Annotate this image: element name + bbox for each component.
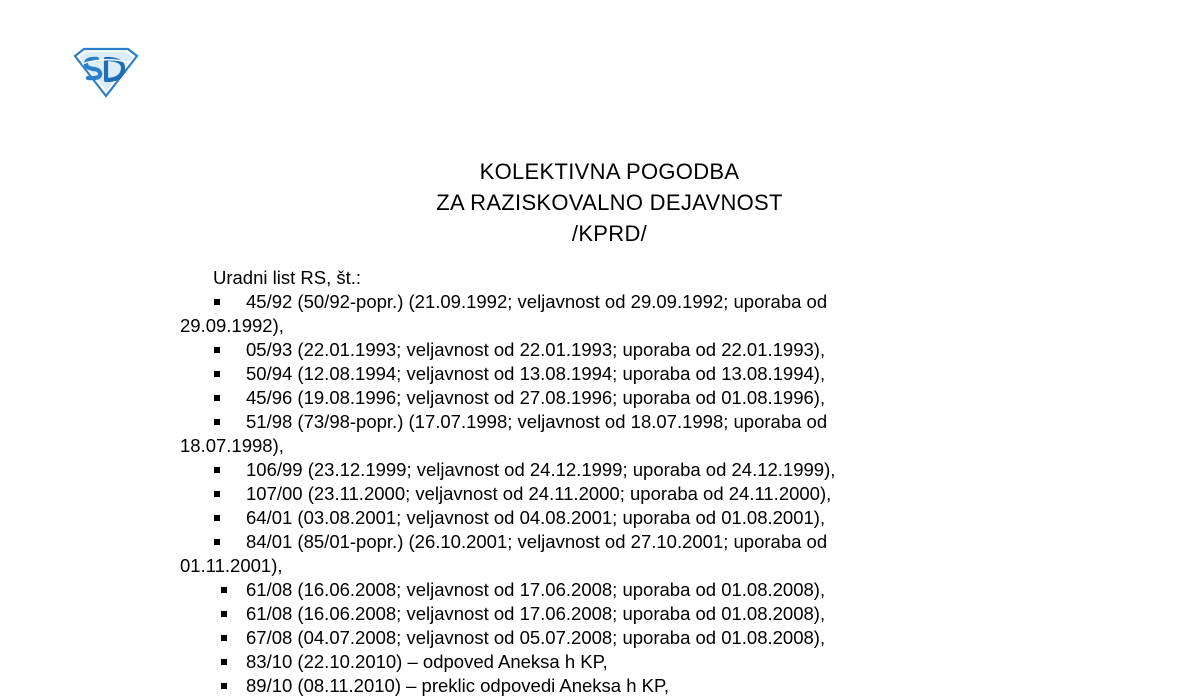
- entry-text: 84/01 (85/01-popr.) (26.10.2001; veljavnost od 27.10.2001; uporaba od: [246, 531, 828, 552]
- entry-text: 64/01 (03.08.2001; veljavnost od 04.08.2001; uporaba od 01.08.2001),: [246, 507, 826, 528]
- entry-text: 89/10 (08.11.2010) – preklic odpovedi Aneksa h KP,: [246, 675, 670, 696]
- entry-continuation: 18.07.1998),: [180, 435, 284, 456]
- list-item: [180, 290, 910, 338]
- square-bullet-icon: [214, 371, 220, 377]
- gazette-entry-list: [180, 290, 910, 698]
- entry-text: 61/08 (16.06.2008; veljavnost od 17.06.2008; uporaba od 01.08.2008),: [246, 579, 826, 600]
- document-title: [0, 156, 1190, 249]
- list-item: [180, 650, 910, 674]
- entry-text: 61/08 (16.06.2008; veljavnost od 17.06.2008; uporaba od 01.08.2008),: [246, 603, 826, 624]
- entry-text: 45/92 (50/92-popr.) (21.09.1992; veljavnost od 29.09.1992; uporaba od: [246, 291, 828, 312]
- entry-text: 50/94 (12.08.1994; veljavnost od 13.08.1994; uporaba od 13.08.1994),: [246, 363, 826, 384]
- entry-text: 67/08 (04.07.2008; veljavnost od 05.07.2008; uporaba od 01.08.2008),: [246, 627, 826, 648]
- list-item: [180, 530, 910, 578]
- entry-continuation: 29.09.1992),: [180, 315, 284, 336]
- list-item: [180, 386, 910, 410]
- list-item: [180, 362, 910, 386]
- list-item: [180, 482, 910, 506]
- square-bullet-icon: [214, 515, 220, 521]
- entry-continuation: 01.11.2001),: [180, 555, 283, 576]
- title-line-2: ZA RAZISKOVALNO DEJAVNOST: [436, 190, 783, 215]
- square-bullet-icon: [214, 299, 220, 305]
- list-item: [180, 602, 910, 626]
- square-bullet-icon: [221, 683, 227, 689]
- list-item: [180, 410, 910, 458]
- sd-logo-icon: [72, 46, 140, 98]
- entry-text: 45/96 (19.08.1996; veljavnost od 27.08.1996; uporaba od 01.08.1996),: [246, 387, 826, 408]
- list-item: [180, 674, 910, 698]
- entry-text: 83/10 (22.10.2010) – odpoved Aneksa h KP,: [246, 651, 608, 672]
- list-item: [180, 458, 910, 482]
- entry-text: 106/99 (23.12.1999; veljavnost od 24.12.1999; uporaba od 24.12.1999),: [246, 459, 836, 480]
- square-bullet-icon: [221, 611, 227, 617]
- square-bullet-icon: [214, 395, 220, 401]
- list-item: [180, 506, 910, 530]
- entry-text: 05/93 (22.01.1993; veljavnost od 22.01.1993; uporaba od 22.01.1993),: [246, 339, 826, 360]
- list-item: [180, 338, 910, 362]
- square-bullet-icon: [221, 587, 227, 593]
- list-item: [180, 578, 910, 602]
- entry-text: 107/00 (23.11.2000; veljavnost od 24.11.2000; uporaba od 24.11.2000),: [246, 483, 832, 504]
- square-bullet-icon: [214, 539, 220, 545]
- title-line-3: /KPRD/: [571, 221, 648, 246]
- square-bullet-icon: [221, 635, 227, 641]
- square-bullet-icon: [214, 347, 220, 353]
- square-bullet-icon: [214, 467, 220, 473]
- entry-text: 51/98 (73/98-popr.) (17.07.1998; veljavnost od 18.07.1998; uporaba od: [246, 411, 828, 432]
- gazette-label: Uradni list RS, št.:: [213, 267, 362, 288]
- square-bullet-icon: [214, 419, 220, 425]
- square-bullet-icon: [214, 491, 220, 497]
- square-bullet-icon: [221, 659, 227, 665]
- title-line-1: KOLEKTIVNA POGODBA: [479, 159, 740, 184]
- list-item: [180, 626, 910, 650]
